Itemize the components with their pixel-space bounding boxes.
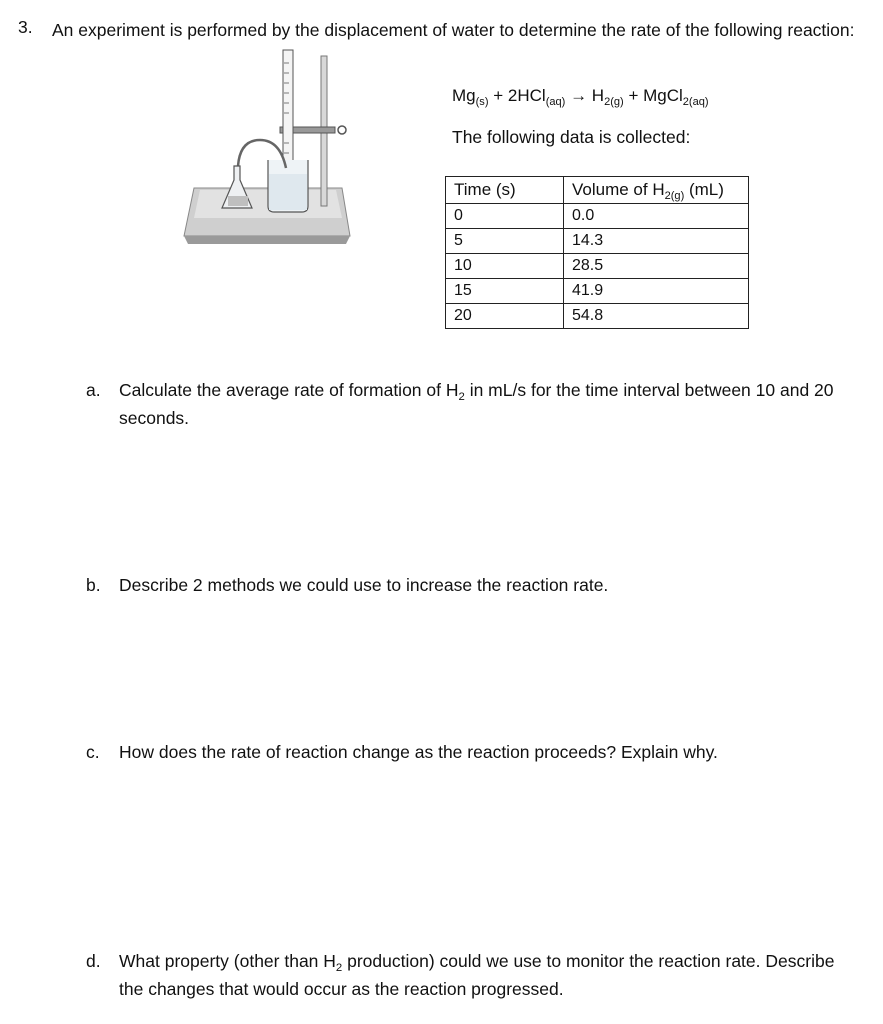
data-table [445,176,749,329]
part-d-label: d. [86,951,101,971]
volume-cell: 41.9 [564,279,749,304]
header-time: Time (s) [446,177,564,204]
part-d-text: What property (other than $H_2$ production) could we use to monitor the reaction rate. Describe the changes that would occur as the reaction progressed. [119,951,835,999]
volume-cell: 28.5 [564,254,749,279]
table-header-row [446,177,749,204]
table-row [446,229,749,254]
question-number: 3. [18,17,33,37]
question-text: An experiment is performed by the displacement of water to determine the rate of the following reaction: [52,20,855,40]
part-a-label: a. [86,380,101,400]
collected-label: The following data is collected: [452,127,691,147]
part-c-text: How does the rate of reaction change as the reaction proceeds? Explain why. [119,742,718,762]
time-cell: 15 [446,279,564,304]
part-c-label: c. [86,742,100,762]
table-row [446,279,749,304]
chemical-equation: $Mg_{(s)} + 2HCl_{(aq)} \to H_{2(g)}$ + MgCl$_{2(aq)}$ [452,86,709,108]
time-cell: 10 [446,254,564,279]
table-row [446,304,749,329]
table-row [446,204,749,229]
volume-cell: 0.0 [564,204,749,229]
table-row [446,254,749,279]
time-cell: 5 [446,229,564,254]
apparatus-illustration [180,48,355,248]
reaction-arrow: → [565,86,592,105]
part-b-text: Describe 2 methods we could use to increase the reaction rate. [119,575,609,595]
volume-cell: 54.8 [564,304,749,329]
time-cell: 0 [446,204,564,229]
part-b-label: b. [86,575,101,595]
time-cell: 20 [446,304,564,329]
part-a-text: Calculate the average rate of formation of $H_2$ in mL/s for the time interval between 10 and 20 seconds. [119,380,834,428]
volume-cell: 14.3 [564,229,749,254]
header-volume: Volume of $H_{2(g)}$ (mL) [564,177,749,204]
